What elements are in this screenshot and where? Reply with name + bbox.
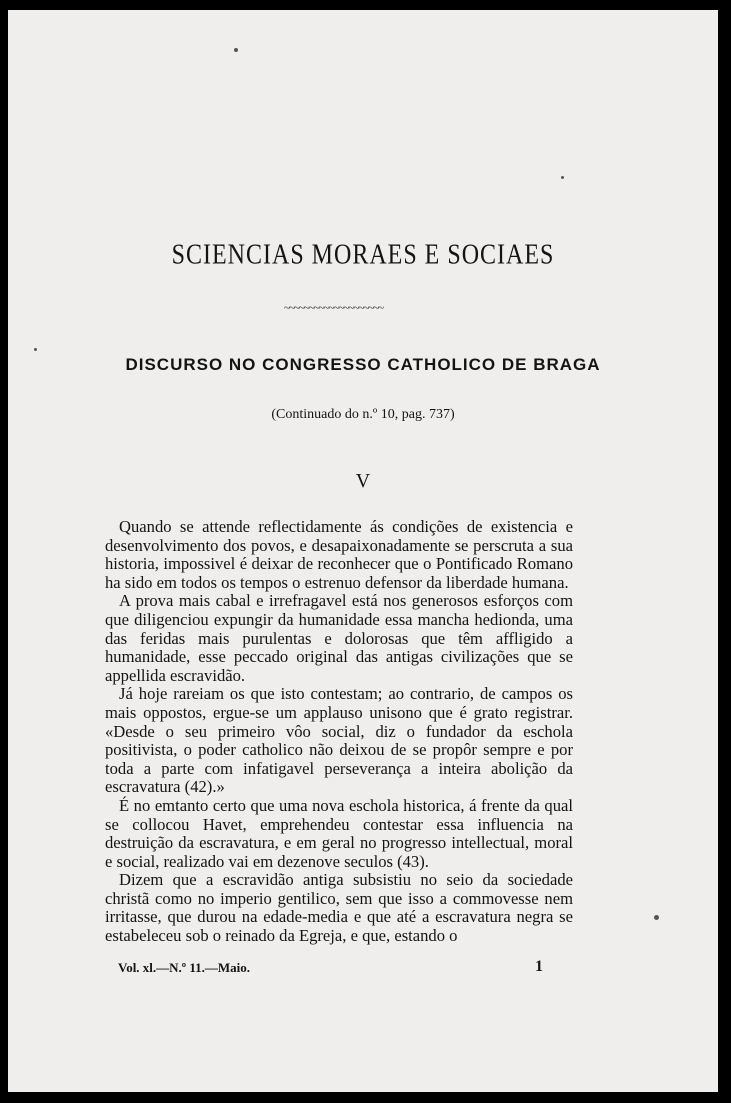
- paragraph: É no emtanto certo que uma nova eschola historica, á frente da qual se collocou Havet, emprehendeu contestar essa influencia na destruição da escravatura, e em geral no progresso intellectual, moral e social, realizado vai em dezenove seculos (43).: [105, 795, 573, 871]
- continuation-note: (Continuado do n.º 10, pag. 737): [271, 407, 455, 422]
- paragraph: Quando se attende reflectidamente ás condições de existencia e desenvolvimento dos povos, e desapaixonadamente se perscruta a sua historia, impossivel é deixar de reconhecer que o Pontificado Romano ha sido em todos os tempos o estrenuo defensor da liberdade humana.: [105, 517, 573, 592]
- article-body: [105, 518, 573, 946]
- article-title: DISCURSO NO CONGRESSO CATHOLICO DE BRAGA: [125, 355, 601, 374]
- print-speck: [561, 176, 564, 179]
- chapter-number: V: [355, 470, 371, 492]
- volume-label: Vol. xl.—N.º 11.—Maio.: [118, 960, 251, 975]
- document-page: [8, 10, 718, 1092]
- page-footer: [118, 960, 543, 976]
- paragraph: A prova mais cabal e irrefragavel está nos generosos esforços com que diligenciou expungir da humanidade essa mancha hedionda, uma das feridas mais purulentas e dolorosas que têm affligido a humanidade, esse peccado original das antigas civilizações que se appellida escravidão.: [105, 591, 573, 685]
- paragraph: Já hoje rareiam os que isto contestam; ao contrario, de campos os mais oppostos, ergue-se um applauso unisono que é grato registrar. «Desde o seu primeiro vôo social, diz o fundador da eschola positivista, o poder catholico não deixou de se propôr sempre e por toda a parte com infatigavel perseverança a inteira abolição da escravatura (42).»: [105, 684, 573, 797]
- print-speck: [234, 48, 238, 52]
- print-speck: [654, 915, 659, 920]
- ornament-divider: ~~~~~~~~~~~~~~~~~~~~: [284, 302, 384, 314]
- print-speck: [34, 348, 37, 351]
- section-header: SCIENCIAS MORAES E SOCIAES: [171, 239, 555, 271]
- page-number: 1: [535, 958, 543, 975]
- paragraph: Dizem que a escravidão antiga subsistiu no seio da sociedade christã como no imperio gentilico, sem que isso a commovesse nem irritasse, que durou na edade-media e que até a escravatura negra se estabeleceu sob o reinado da Egreja, e que, estando o: [105, 870, 573, 946]
